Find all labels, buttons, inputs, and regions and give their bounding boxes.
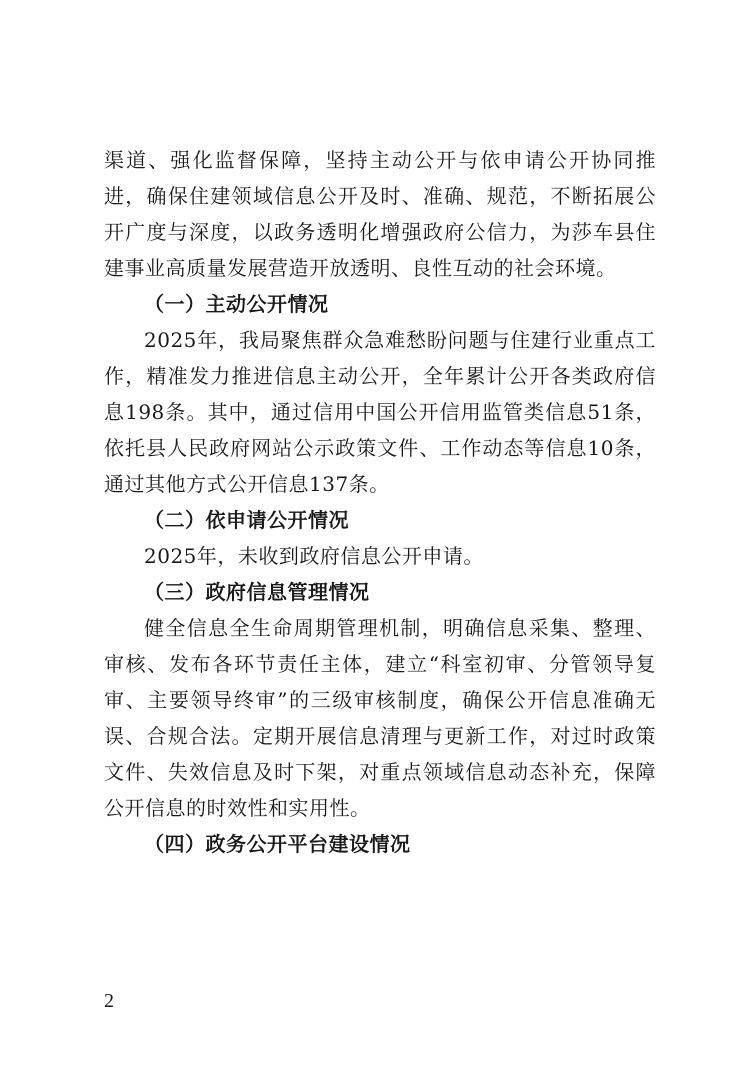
heading-request-disclosure: （二）依申请公开情况	[144, 508, 349, 532]
paragraph-request-disclosure: 2025年，未收到政府信息公开申请。	[144, 544, 484, 568]
heading-platform-construction: （四）政务公开平台建设情况	[144, 832, 411, 856]
paragraph-intro: 渠道、强化监督保障，坚持主动公开与依申请公开协同推进，确保住建领域信息公开及时、准确、规范，不断拓展公开广度与深度，以政务透明化增强政府公信力，为莎车县住建事业高质量发展营造开放透明、良性互动的社会环境。	[104, 148, 656, 280]
paragraph-proactive-disclosure: 2025年，我局聚焦群众急难愁盼问题与住建行业重点工作，精准发力推进信息主动公开，全年累计公开各类政府信息198条。其中，通过信用中国公开信用监管类信息51条，依托县人民政府网站公示政策文件、工作动态等信息10条，通过其他方式公开信息137条。	[104, 328, 656, 496]
heading-information-management: （三）政府信息管理情况	[144, 580, 370, 604]
page-number: 2	[104, 990, 114, 1012]
heading-proactive-disclosure: （一）主动公开情况	[144, 292, 329, 316]
document-body	[104, 142, 656, 862]
paragraph-information-management: 健全信息全生命周期管理机制，明确信息采集、整理、审核、发布各环节责任主体，建立“科室初审、分管领导复审、主要领导终审”的三级审核制度，确保公开信息准确无误、合规合法。定期开展信息清理与更新工作，对过时政策文件、失效信息及时下架，对重点领域信息动态补充，保障公开信息的时效性和实用性。	[104, 616, 656, 820]
